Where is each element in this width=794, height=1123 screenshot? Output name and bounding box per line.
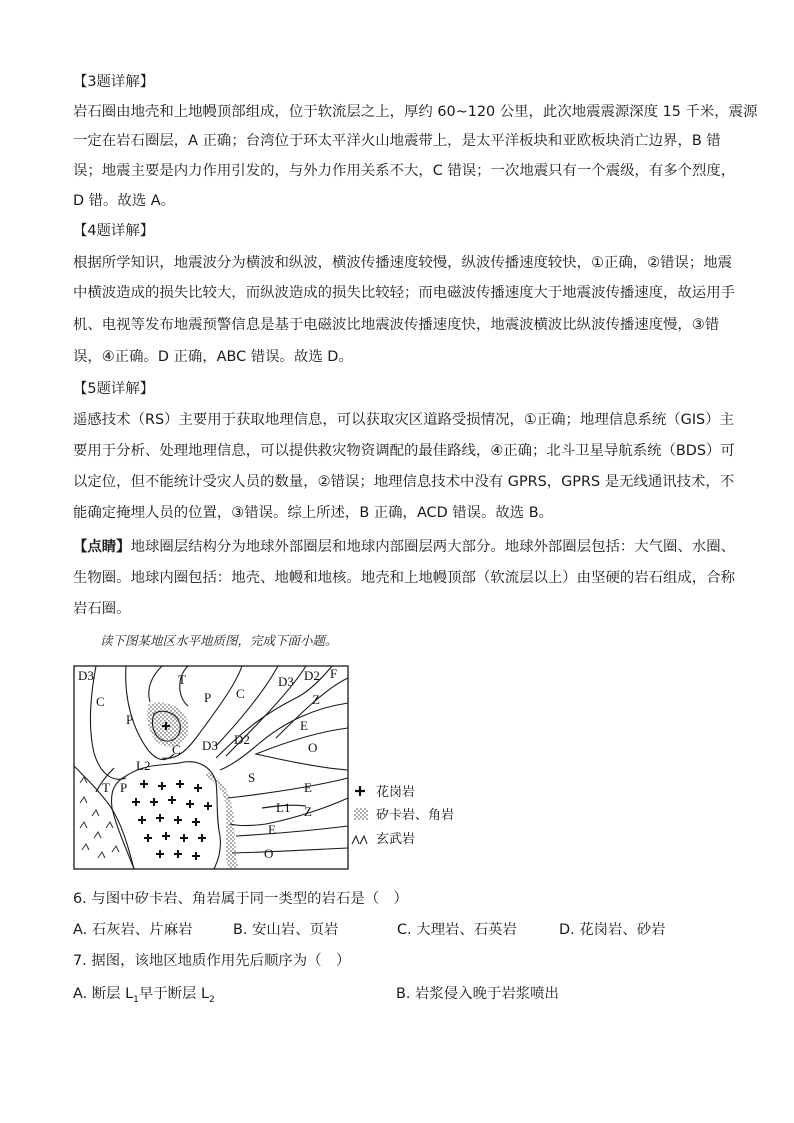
- q5-line-3: 以定位，但不能统计受灾人员的数量，②错误；地理信息技术中没有 GPRS，GPRS 是无线通讯技术，不: [73, 474, 735, 490]
- q7-stem: 7. 据图，该地区地质作用先后顺序为（ ）: [73, 953, 351, 969]
- legend-skarn: 矽卡岩、角岩: [376, 808, 455, 823]
- granite-legend-icon: [355, 786, 365, 796]
- q6-option-b[interactable]: B. 安山岩、页岩: [233, 922, 339, 938]
- skarn-halo-small: [147, 702, 189, 746]
- label-e-middle: E: [304, 780, 312, 795]
- q7-option-a-prefix: A. 断层 L: [73, 986, 134, 1002]
- q5-line-1: 遥感技术（RS）主要用于获取地理信息，可以获取灾区道路受损情况，①正确；地理信息系统（GIS）主: [73, 412, 734, 428]
- label-d2-center: D2: [234, 732, 250, 747]
- q7-option-a-sub1: 1: [133, 994, 139, 1005]
- skarn-halo-large: [206, 772, 238, 869]
- q5-header: 【5题详解】: [73, 381, 155, 397]
- q5-line-2: 要用于分析、处理地理信息，可以提供救灾物资调配的最佳路线，④正确；北斗卫星导航系统（BDS）可: [73, 443, 735, 459]
- label-f: F: [330, 666, 338, 681]
- q4-line-1: 根据所学知识，地震波分为横波和纵波，横波传播速度较慢，纵波传播速度较快，①正确，②错误；地震: [73, 255, 732, 271]
- q3-line-1: 岩石圈由地壳和上地幔顶部组成，位于软流层之上，厚约 60~120 公里，此次地震震源深度 15 千米，震源: [73, 104, 758, 120]
- q6-option-d[interactable]: D. 花岗岩、砂岩: [559, 922, 666, 938]
- label-e-south: E: [268, 822, 276, 837]
- label-p-southwest: P: [120, 780, 128, 795]
- geologic-map: [66, 658, 486, 878]
- q6-option-c[interactable]: C. 大理岩、石英岩: [397, 922, 517, 938]
- q6-stem: 6. 与图中矽卡岩、角岩属于同一类型的岩石是（ ）: [73, 891, 408, 907]
- label-l1: L1: [276, 800, 291, 815]
- label-d2-ne: D2: [304, 668, 320, 683]
- q3-header: 【3题详解】: [73, 74, 155, 90]
- pointer-line-3: 岩石圈。: [73, 601, 131, 617]
- pointer-label: 【点睛】: [73, 539, 131, 555]
- q4-line-2: 中横波造成的损失比较大，而纵波造成的损失比较轻；而电磁波传播速度大于地震波传播速度，故运用手: [73, 285, 735, 301]
- q3-line-3: 误；地震主要是内力作用引发的，与外力作用关系不大，C 错误；一次地震只有一个震级，有多个烈度，: [73, 163, 736, 179]
- pointer-line-2: 生物圈。地球内圈包括：地壳、地幔和地核。地壳和上地幔顶部（软流层以上）由坚硬的岩石组成，合称: [73, 570, 735, 586]
- label-s: S: [248, 770, 256, 785]
- q7-option-b[interactable]: B. 岩浆侵入晚于岩浆喷出: [396, 986, 559, 1002]
- label-o-north: O: [308, 740, 318, 755]
- q4-line-3: 机、电视等发布地震预警信息是基于电磁波比地震波传播速度快，地震波横波比纵波传播速度慢，③错: [73, 317, 720, 333]
- figure-caption: 读下图某地区水平地质图，完成下面小题。: [100, 633, 338, 648]
- label-d3-north: D3: [278, 674, 294, 689]
- label-d3-center: D3: [202, 738, 218, 753]
- q3-line-4: D 错。故选 A。: [73, 193, 176, 209]
- label-c-north: C: [236, 686, 245, 701]
- q7-option-a-sub2: 2: [209, 994, 215, 1005]
- label-d3-nw: D3: [78, 668, 94, 683]
- label-l2: L2: [136, 758, 151, 773]
- q6-option-a[interactable]: A. 石灰岩、片麻岩: [73, 922, 193, 938]
- basalt-legend-icon: [352, 836, 367, 844]
- label-t-west: T: [102, 780, 110, 795]
- q7-option-a[interactable]: [73, 984, 215, 1010]
- granite-large-outline: [112, 762, 221, 869]
- pointer-text-1: 地球圈层结构分为地球外部圈层和地球内部圈层两大部分。地球外部圈层包括：大气圈、水圈、: [130, 539, 735, 555]
- label-p-north: P: [204, 690, 212, 705]
- label-z-north: Z: [312, 692, 320, 707]
- q7-option-a-mid: 早于断层 L: [138, 986, 210, 1002]
- label-p-west: P: [126, 712, 134, 727]
- skarn-legend-icon: [354, 808, 368, 820]
- q4-line-4: 误，④正确。D 正确，ABC 错误。故选 D。: [73, 349, 353, 365]
- q5-line-4: 能确定掩埋人员的位置，③错误。综上所述，B 正确，ACD 错误。故选 B。: [73, 505, 554, 521]
- label-t-north: T: [178, 672, 186, 687]
- legend: [352, 784, 454, 847]
- label-e-north: E: [300, 718, 308, 733]
- legend-granite: 花岗岩: [376, 785, 416, 800]
- pointer-line-1: [73, 537, 735, 557]
- legend-basalt: 玄武岩: [376, 832, 416, 847]
- q4-header: 【4题详解】: [73, 223, 155, 239]
- q3-line-2: 一定在岩石圈层，A 正确；台湾位于环太平洋火山地震带上，是太平洋板块和亚欧板块消亡边界，B 错: [73, 133, 721, 149]
- label-c-nw: C: [96, 694, 105, 709]
- label-o-south: O: [264, 846, 274, 861]
- label-z-south: Z: [304, 804, 312, 819]
- label-c-center: C: [172, 742, 181, 757]
